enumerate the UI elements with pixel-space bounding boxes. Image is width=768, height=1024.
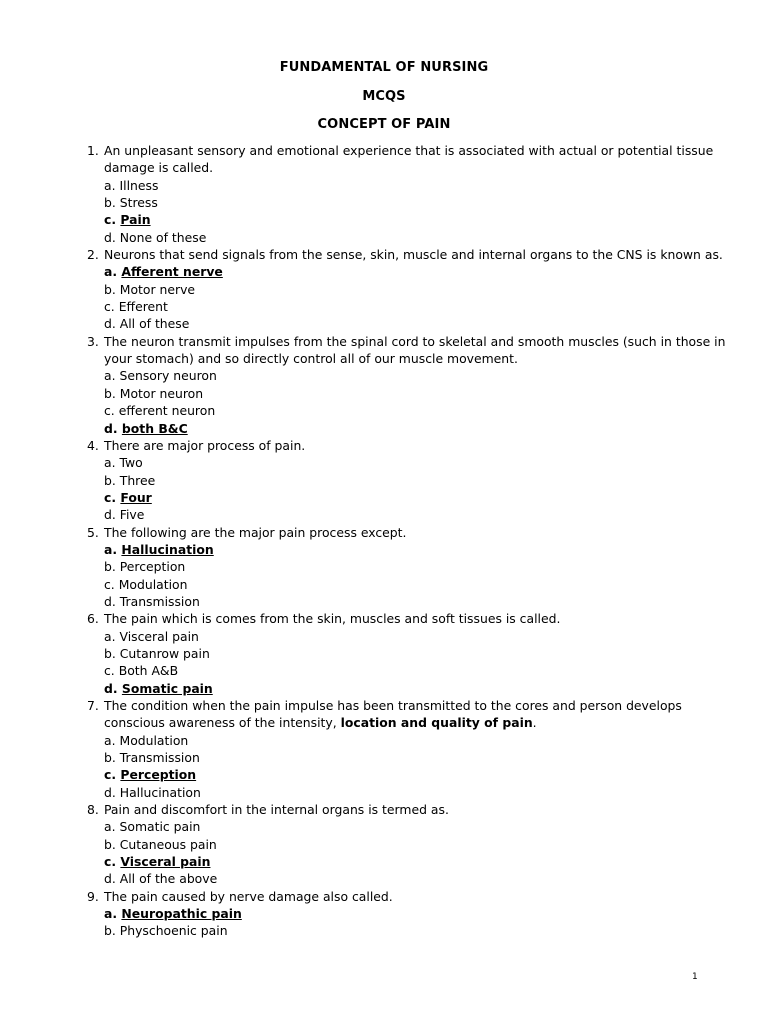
option-text: Perception xyxy=(120,767,197,783)
option-text: Modulation xyxy=(118,576,188,592)
option-letter: b. xyxy=(104,195,116,211)
option-letter: c. xyxy=(104,576,115,592)
question-block-2 xyxy=(87,246,727,333)
option-letter: b. xyxy=(104,385,116,401)
question-number: 4. xyxy=(87,437,99,453)
option-letter: a. xyxy=(104,177,116,193)
answer-option xyxy=(87,472,727,489)
option-letter: c. xyxy=(104,403,115,419)
question-number: 5. xyxy=(87,524,99,540)
question-number: 6. xyxy=(87,611,99,627)
option-letter: d. xyxy=(104,784,116,800)
option-text: Motor neuron xyxy=(119,385,204,401)
option-text: None of these xyxy=(119,229,207,245)
option-letter: c. xyxy=(104,489,117,505)
option-text: Five xyxy=(119,507,145,523)
option-text: Transmission xyxy=(119,593,200,609)
answer-option xyxy=(87,749,727,766)
answer-option xyxy=(87,315,727,332)
correct-answer-option xyxy=(87,420,727,437)
option-text: Perception xyxy=(119,559,186,575)
correct-answer-option xyxy=(87,680,727,697)
option-letter: d. xyxy=(104,680,118,696)
question-text: An unpleasant sensory and emotional experience that is associated with actual or potential tissue damage is called. xyxy=(104,143,714,176)
correct-answer-option xyxy=(87,263,727,280)
option-text: All of these xyxy=(119,316,190,332)
answer-option xyxy=(87,593,727,610)
answer-option xyxy=(87,818,727,835)
option-letter: c. xyxy=(104,854,117,870)
option-letter: c. xyxy=(104,663,115,679)
option-text: Modulation xyxy=(119,732,189,748)
option-letter: d. xyxy=(104,871,116,887)
question-text-end: . xyxy=(532,715,537,731)
option-text: All of the above xyxy=(119,871,218,887)
question-text: The neuron transmit impulses from the spinal cord to skeletal and smooth muscles (such in those in your stomach) and so directly control all of our muscle movement. xyxy=(104,333,726,367)
option-text: Physchoenic pain xyxy=(119,923,228,939)
option-letter: b. xyxy=(104,559,116,575)
option-letter: b. xyxy=(104,750,116,766)
answer-option xyxy=(87,229,727,246)
option-letter: d. xyxy=(104,229,116,245)
option-letter: a. xyxy=(104,819,116,835)
document-subtitle: MCQS xyxy=(362,89,406,104)
option-letter: a. xyxy=(104,368,116,384)
answer-option xyxy=(87,194,727,211)
option-letter: a. xyxy=(104,455,116,471)
option-letter: d. xyxy=(104,316,116,332)
option-letter: c. xyxy=(104,767,117,783)
option-letter: b. xyxy=(104,645,116,661)
answer-option xyxy=(87,662,727,679)
option-letter: a. xyxy=(104,906,118,922)
option-text: Somatic pain xyxy=(121,680,213,696)
correct-answer-option xyxy=(87,905,727,922)
question-text: The pain caused by nerve damage also called. xyxy=(104,888,393,904)
option-text: Transmission xyxy=(119,750,200,766)
answer-option xyxy=(87,628,727,645)
question-block-1 xyxy=(87,142,727,246)
question-text: Pain and discomfort in the internal organs is termed as. xyxy=(104,802,449,818)
option-text: Both A&B xyxy=(118,663,179,679)
option-text: Cutanrow pain xyxy=(119,645,210,661)
correct-answer-option xyxy=(87,853,727,870)
question-text: The following are the major pain process except. xyxy=(104,524,407,540)
option-text: Two xyxy=(119,455,143,471)
answer-option xyxy=(87,506,727,523)
answer-option xyxy=(87,298,727,315)
question-number: 9. xyxy=(87,888,99,904)
document-topic: CONCEPT OF PAIN xyxy=(317,117,451,132)
option-text: Stress xyxy=(119,195,158,211)
question-text-emphasis: location and quality of pain xyxy=(340,715,533,731)
answer-option xyxy=(87,784,727,801)
option-letter: a. xyxy=(104,541,118,557)
page-number: 1 xyxy=(692,972,698,982)
question-block-4 xyxy=(87,437,727,524)
option-text: Hallucination xyxy=(121,541,214,557)
question-number: 3. xyxy=(87,333,99,349)
answer-option xyxy=(87,385,727,402)
option-text: Neuropathic pain xyxy=(121,906,242,922)
option-text: Cutaneous pain xyxy=(119,836,217,852)
option-text: Pain xyxy=(120,212,151,228)
answer-option xyxy=(87,576,727,593)
question-number: 8. xyxy=(87,802,99,818)
option-letter: c. xyxy=(104,299,115,315)
question-text: Neurons that send signals from the sense, skin, muscle and internal organs to the CNS is known as. xyxy=(104,247,723,263)
correct-answer-option xyxy=(87,766,727,783)
option-text: Afferent nerve xyxy=(121,264,223,280)
answer-option xyxy=(87,402,727,419)
option-letter: b. xyxy=(104,923,116,939)
question-number: 7. xyxy=(87,698,99,713)
option-letter: b. xyxy=(104,836,116,852)
question-block-8 xyxy=(87,801,727,888)
question-block-6 xyxy=(87,610,727,697)
option-letter: d. xyxy=(104,420,118,436)
option-text: Four xyxy=(120,489,152,505)
question-text xyxy=(104,697,727,732)
option-text: Three xyxy=(119,472,156,488)
question-text: The pain which is comes from the skin, muscles and soft tissues is called. xyxy=(104,611,561,627)
option-letter: a. xyxy=(104,732,116,748)
option-text: Hallucination xyxy=(119,784,201,800)
option-text: Efferent xyxy=(118,299,168,315)
option-letter: d. xyxy=(104,593,116,609)
question-number: 2. xyxy=(87,247,99,263)
answer-option xyxy=(87,367,727,384)
correct-answer-option xyxy=(87,211,727,228)
correct-answer-option xyxy=(87,541,727,558)
answer-option xyxy=(87,870,727,887)
correct-answer-option xyxy=(87,489,727,506)
option-text: Somatic pain xyxy=(119,819,201,835)
option-letter: b. xyxy=(104,281,116,297)
question-block-5 xyxy=(87,524,727,611)
option-letter: b. xyxy=(104,472,116,488)
question-block-9 xyxy=(87,888,727,940)
option-text: Sensory neuron xyxy=(119,368,217,384)
answer-option xyxy=(87,177,727,194)
option-text: both B&C xyxy=(121,420,188,436)
option-letter: a. xyxy=(104,264,118,280)
answer-option xyxy=(87,732,727,749)
option-text: efferent neuron xyxy=(118,403,216,419)
question-block-7 xyxy=(87,697,727,801)
question-text-main: The condition when the pain impulse has been transmitted to the cores and person develops conscious awareness of the intensity, xyxy=(104,698,682,731)
answer-option xyxy=(87,454,727,471)
question-text: There are major process of pain. xyxy=(104,437,306,453)
option-letter: c. xyxy=(104,212,117,228)
option-text: Visceral pain xyxy=(119,628,199,644)
answer-option xyxy=(87,281,727,298)
question-block-3 xyxy=(87,333,727,437)
option-text: Illness xyxy=(119,177,159,193)
option-letter: a. xyxy=(104,628,116,644)
answer-option xyxy=(87,645,727,662)
document-title: FUNDAMENTAL OF NURSING xyxy=(279,60,489,75)
answer-option xyxy=(87,836,727,853)
option-text: Visceral pain xyxy=(120,854,211,870)
question-number: 1. xyxy=(87,143,99,158)
question-list xyxy=(87,142,727,940)
option-letter: d. xyxy=(104,507,116,523)
answer-option xyxy=(87,558,727,575)
answer-option xyxy=(87,922,727,939)
option-text: Motor nerve xyxy=(119,281,196,297)
